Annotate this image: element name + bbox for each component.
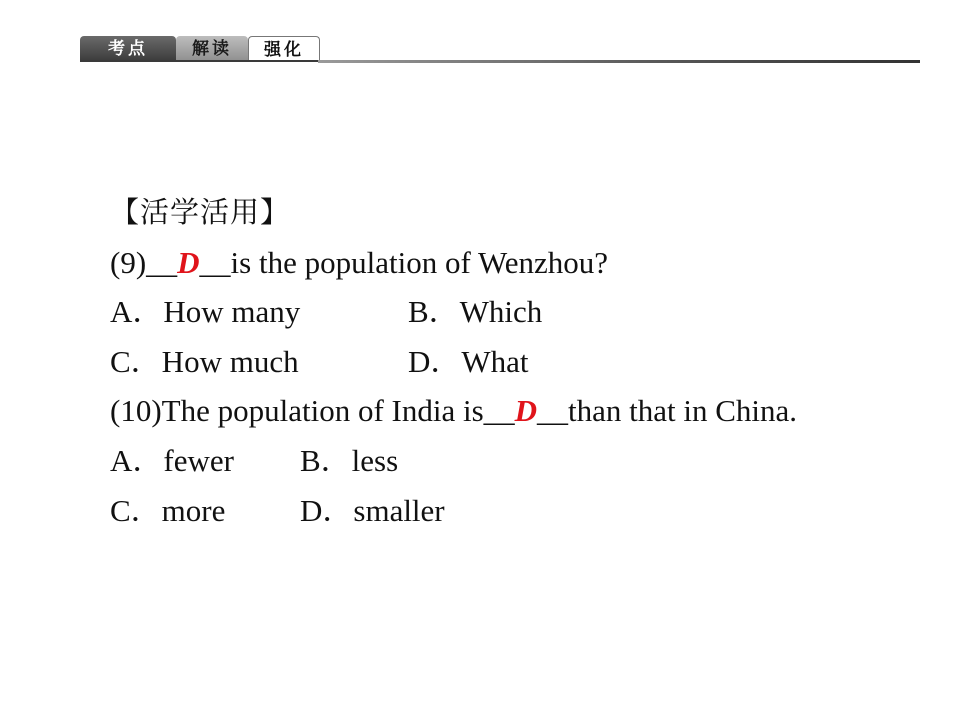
question-9-answer: D bbox=[177, 244, 200, 280]
section-heading: 【活学活用】 bbox=[110, 195, 291, 229]
question-9-prefix: (9)__ bbox=[110, 244, 178, 280]
question-9-option-c: C．How much bbox=[110, 343, 299, 379]
tab-kaodian[interactable]: 考点 bbox=[80, 36, 176, 62]
question-9-suffix: __is the population of Wenzhou? bbox=[199, 244, 609, 280]
header-divider bbox=[318, 60, 920, 63]
header-tab-bar bbox=[80, 36, 920, 62]
question-9-stem bbox=[110, 238, 930, 288]
question-10-stem bbox=[110, 386, 930, 436]
question-9-option-a: A．How many bbox=[110, 294, 301, 330]
question-10-suffix: __than that in China. bbox=[537, 393, 798, 429]
question-10-option-c: C．more bbox=[110, 492, 226, 528]
question-10-options-row-1 bbox=[110, 436, 930, 486]
tab-qianghua[interactable]: 强化 bbox=[248, 36, 320, 62]
exercise-content bbox=[110, 188, 930, 535]
tab-jiedu[interactable]: 解读 bbox=[176, 36, 248, 62]
question-9-option-b: B．Which bbox=[408, 294, 543, 330]
question-9-options-row-1 bbox=[110, 287, 930, 337]
question-10-prefix: (10)The population of India is__ bbox=[110, 393, 515, 429]
tab-underline bbox=[80, 60, 320, 62]
question-10-option-b: B．less bbox=[300, 442, 399, 478]
question-10-answer: D bbox=[514, 393, 538, 429]
question-10-option-d: D．smaller bbox=[300, 492, 445, 528]
question-9-options-row-2 bbox=[110, 337, 930, 387]
question-10-options-row-2 bbox=[110, 486, 930, 536]
question-9-option-d: D．What bbox=[408, 343, 529, 379]
question-10-option-a: A．fewer bbox=[110, 442, 234, 478]
